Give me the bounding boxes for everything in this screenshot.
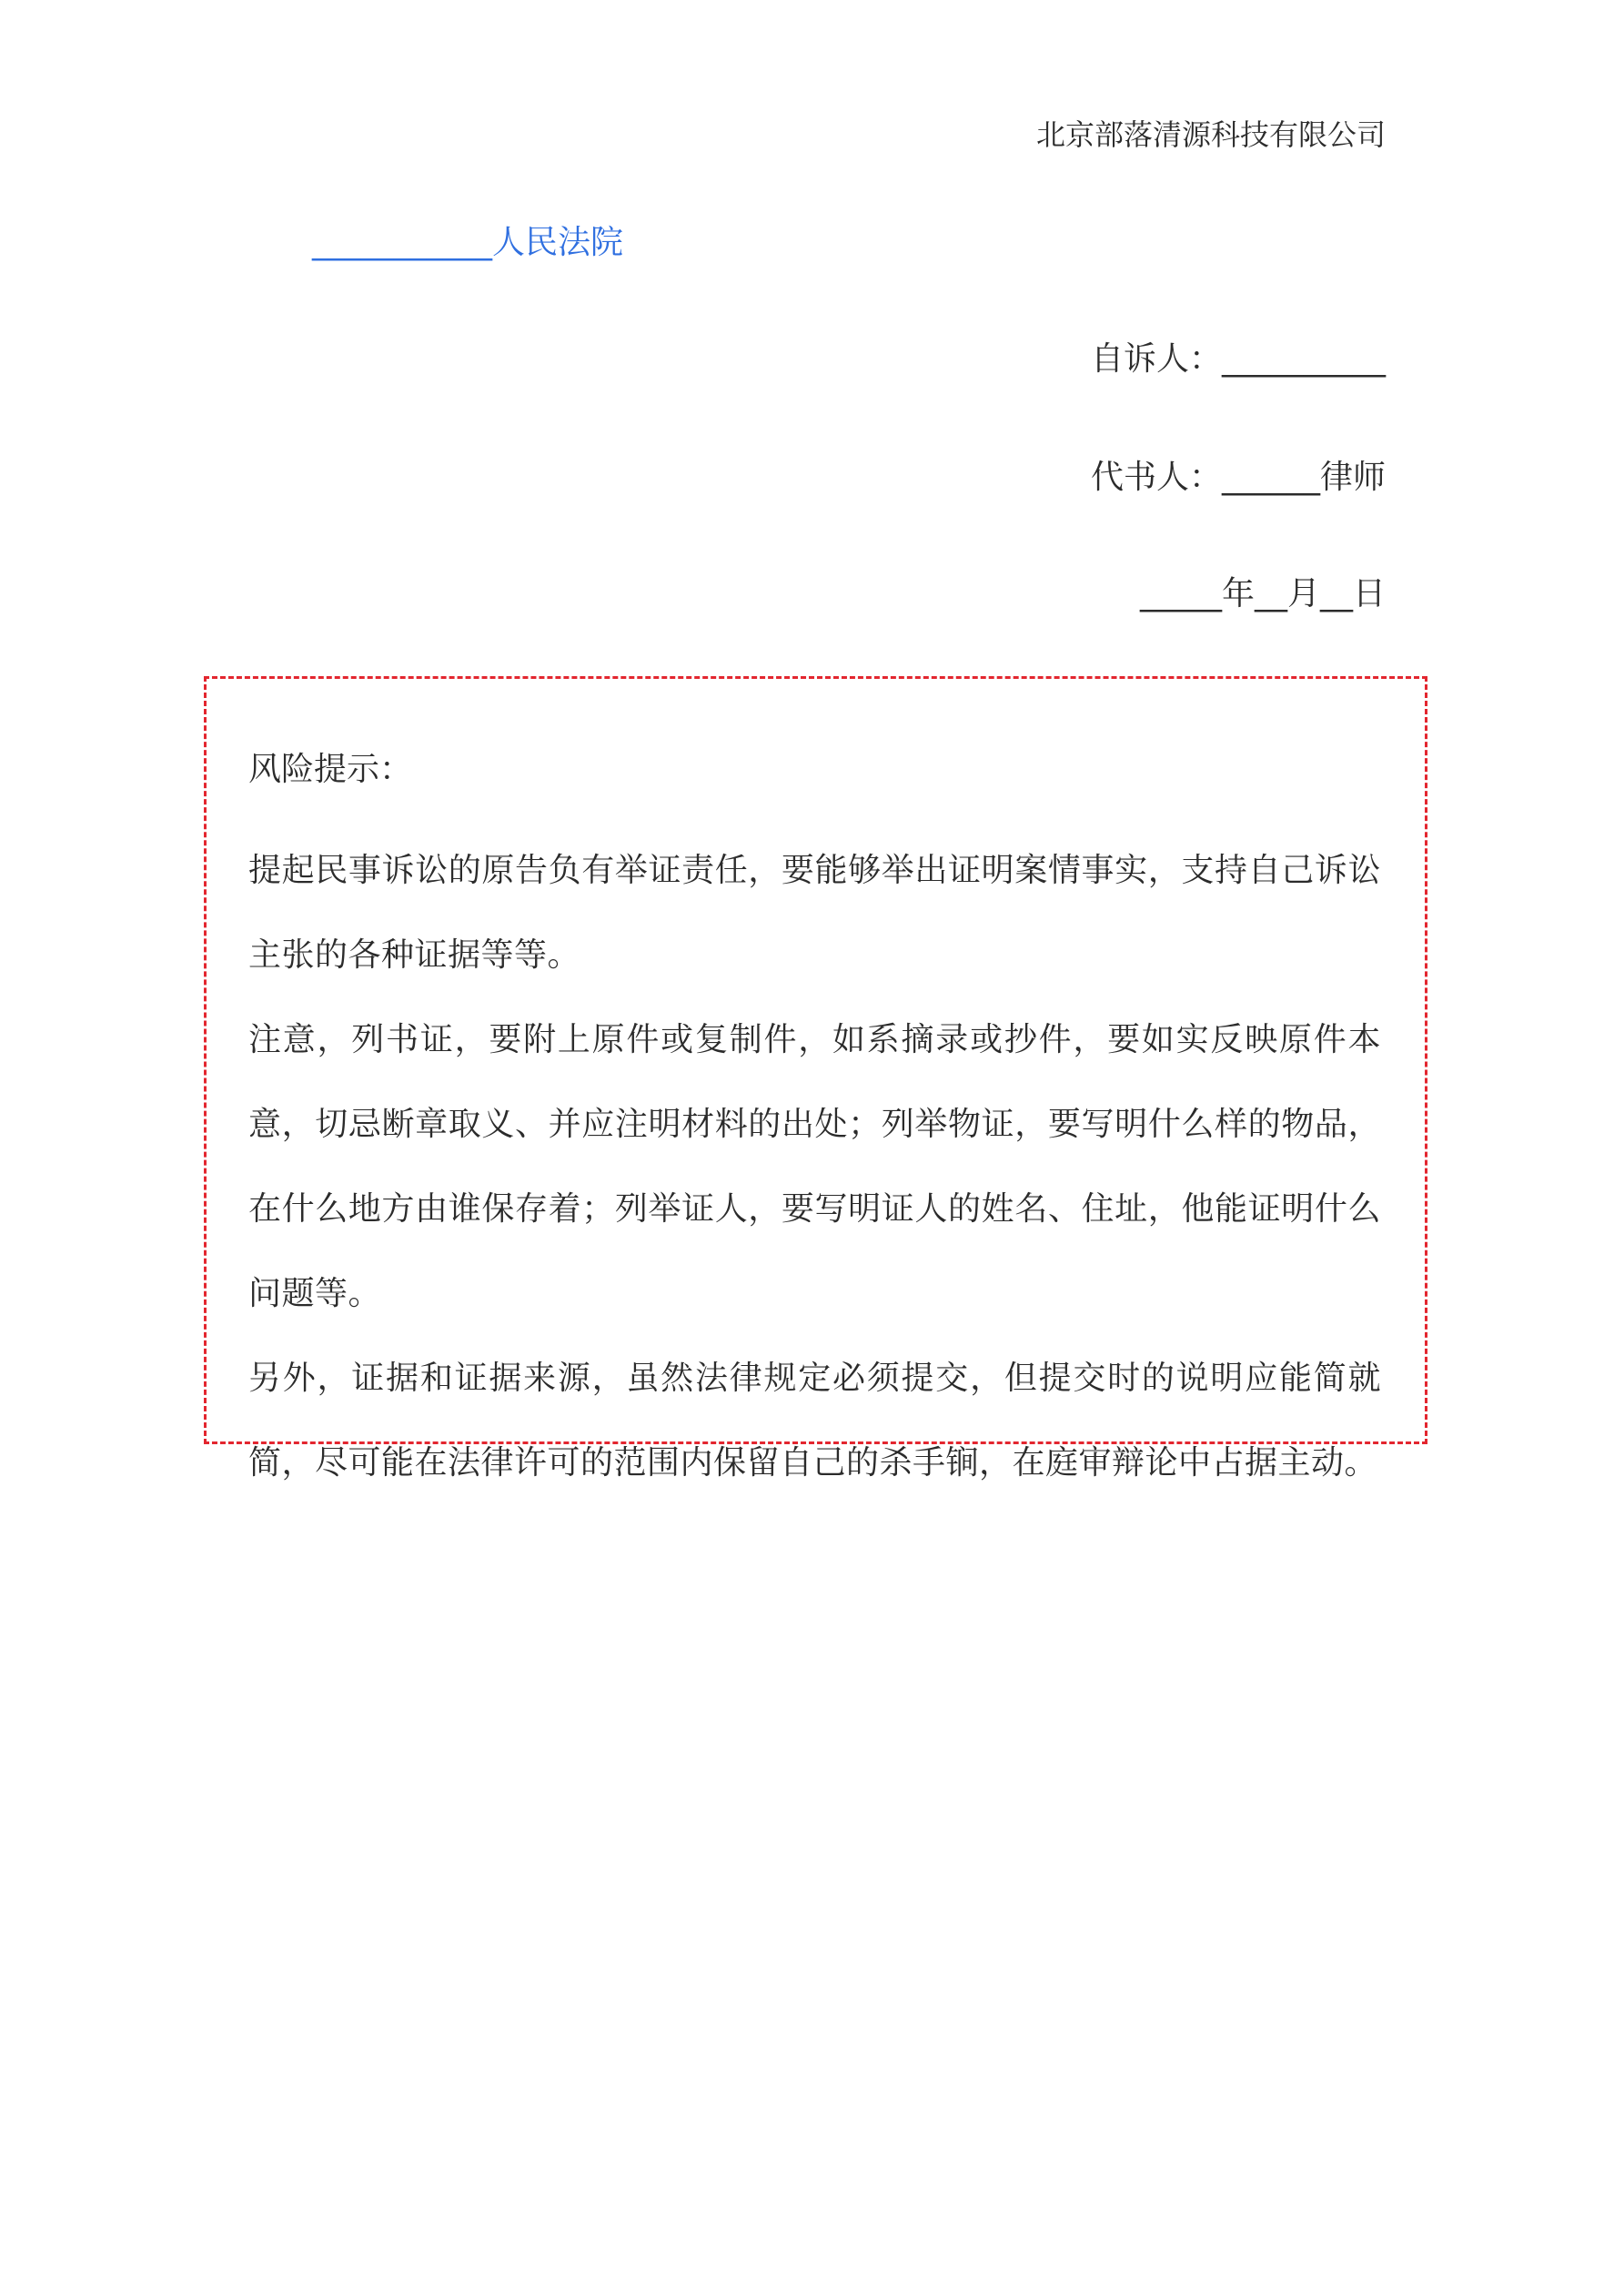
company-header: 北京部落清源科技有限公司 [1035, 117, 1386, 152]
risk-notice-paragraph: 另外，证据和证据来源，虽然法律规定必须提交，但提交时的说明应能简就简，尽可能在法律许可的范围内保留自己的杀手锏，在庭审辩论中占据主动。 [248, 1360, 1381, 1482]
risk-notice-paragraph: 注意，列书证，要附上原件或复制件，如系摘录或抄件，要如实反映原件本意，切忌断章取义、并应注明材料的出处；列举物证，要写明什么样的物品，在什么地方由谁保存着；列举证人，要写明证人的姓名、住址，他能证明什么问题等。 [248, 1021, 1381, 1312]
risk-notice-title: 风险提示： [248, 751, 413, 788]
court-name-line: ___________人民法院 [312, 224, 624, 261]
plaintiff-signature-line: 自诉人：__________ [1090, 340, 1386, 378]
risk-notice-box [204, 676, 1427, 1482]
writer-signature-line: 代书人：______律师 [1090, 459, 1386, 496]
date-line: _____年__月__日 [1139, 575, 1386, 612]
risk-notice-paragraph: 提起民事诉讼的原告负有举证责任，要能够举出证明案情事实，支持自己诉讼主张的各种证据等等。 [248, 852, 1381, 974]
